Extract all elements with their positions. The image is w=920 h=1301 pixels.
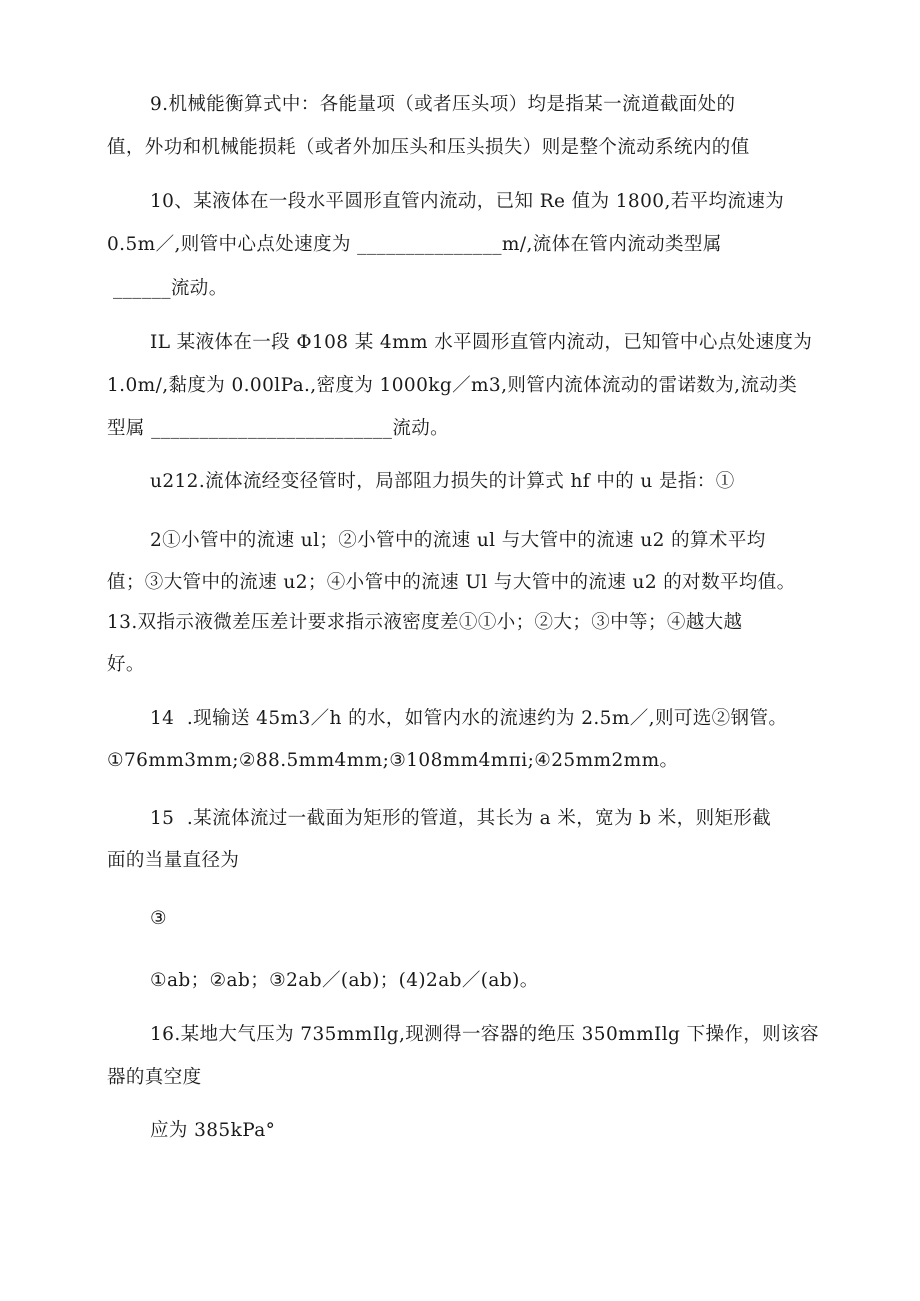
q14-line-1: 14 .现输送 45m3／h 的水，如管内水的流速约为 2.5m／,则可选②钢管。 xyxy=(150,708,788,729)
q9-line-1: 9.机械能衡算式中：各能量项（或者压头项）均是指某一流道截面处的 xyxy=(150,94,736,115)
q15-line-2: 面的当量直径为 xyxy=(107,850,240,871)
q13-line-2: 好。 xyxy=(107,654,145,675)
q16-line-1: 16.某地大气压为 735mmIlg,现测得一容器的绝压 350mmIlg 下操作，则该容 xyxy=(150,1024,819,1045)
q15-line-3: ③ xyxy=(150,908,167,929)
q15-line-1: 15 .某流体流过一截面为矩形的管道，其长为 a 米，宽为 b 米，则矩形截 xyxy=(150,808,772,829)
q10-line-3: ______流动。 xyxy=(113,278,228,299)
q14-line-2: ①76mm3mm;②88.5mm4mm;③108mm4mπi;④25mm2mm。 xyxy=(107,750,679,771)
q10-line-1: 10、某液体在一段水平圆形直管内流动，已知 Re 值为 1800,若平均流速为 xyxy=(150,191,785,212)
q12-line-3: 值；③大管中的流速 u2；④小管中的流速 Ul 与大管中的流速 u2 的对数平均值。 xyxy=(107,572,796,593)
q13-line-1: 13.双指示液微差压差计要求指示液密度差①①小；②大；③中等；④越大越 xyxy=(107,612,743,633)
q10-line-2: 0.5m／,则管中心点处速度为 _______________m/,流体在管内流动类型属 xyxy=(107,234,722,255)
q12-line-1: u212.流体流经变径管时，局部阻力损失的计算式 hf 中的 u 是指：① xyxy=(150,471,735,492)
q16-line-2: 器的真空度 xyxy=(107,1067,202,1088)
q11-line-1: IL 某液体在一段 Φ108 某 4mm 水平圆形直管内流动，已知管中心点处速度为 xyxy=(150,332,813,353)
q15-line-4: ①ab；②ab；③2ab／(ab)；(4)2ab／(ab)。 xyxy=(150,970,539,991)
q11-line-3: 型属 _________________________流动。 xyxy=(107,418,450,439)
q12-line-2: 2①小管中的流速 ul；②小管中的流速 ul 与大管中的流速 u2 的算术平均 xyxy=(150,530,766,551)
q11-line-2: 1.0m/,黏度为 0.00lPa.,密度为 1000kg／m3,则管内流体流动的雷诺数为,流动类 xyxy=(107,375,798,396)
q9-line-2: 值，外功和机械能损耗（或者外加压头和压头损失）则是整个流动系统内的值 xyxy=(107,137,750,158)
q16-line-3: 应为 385kPa° xyxy=(150,1120,276,1141)
